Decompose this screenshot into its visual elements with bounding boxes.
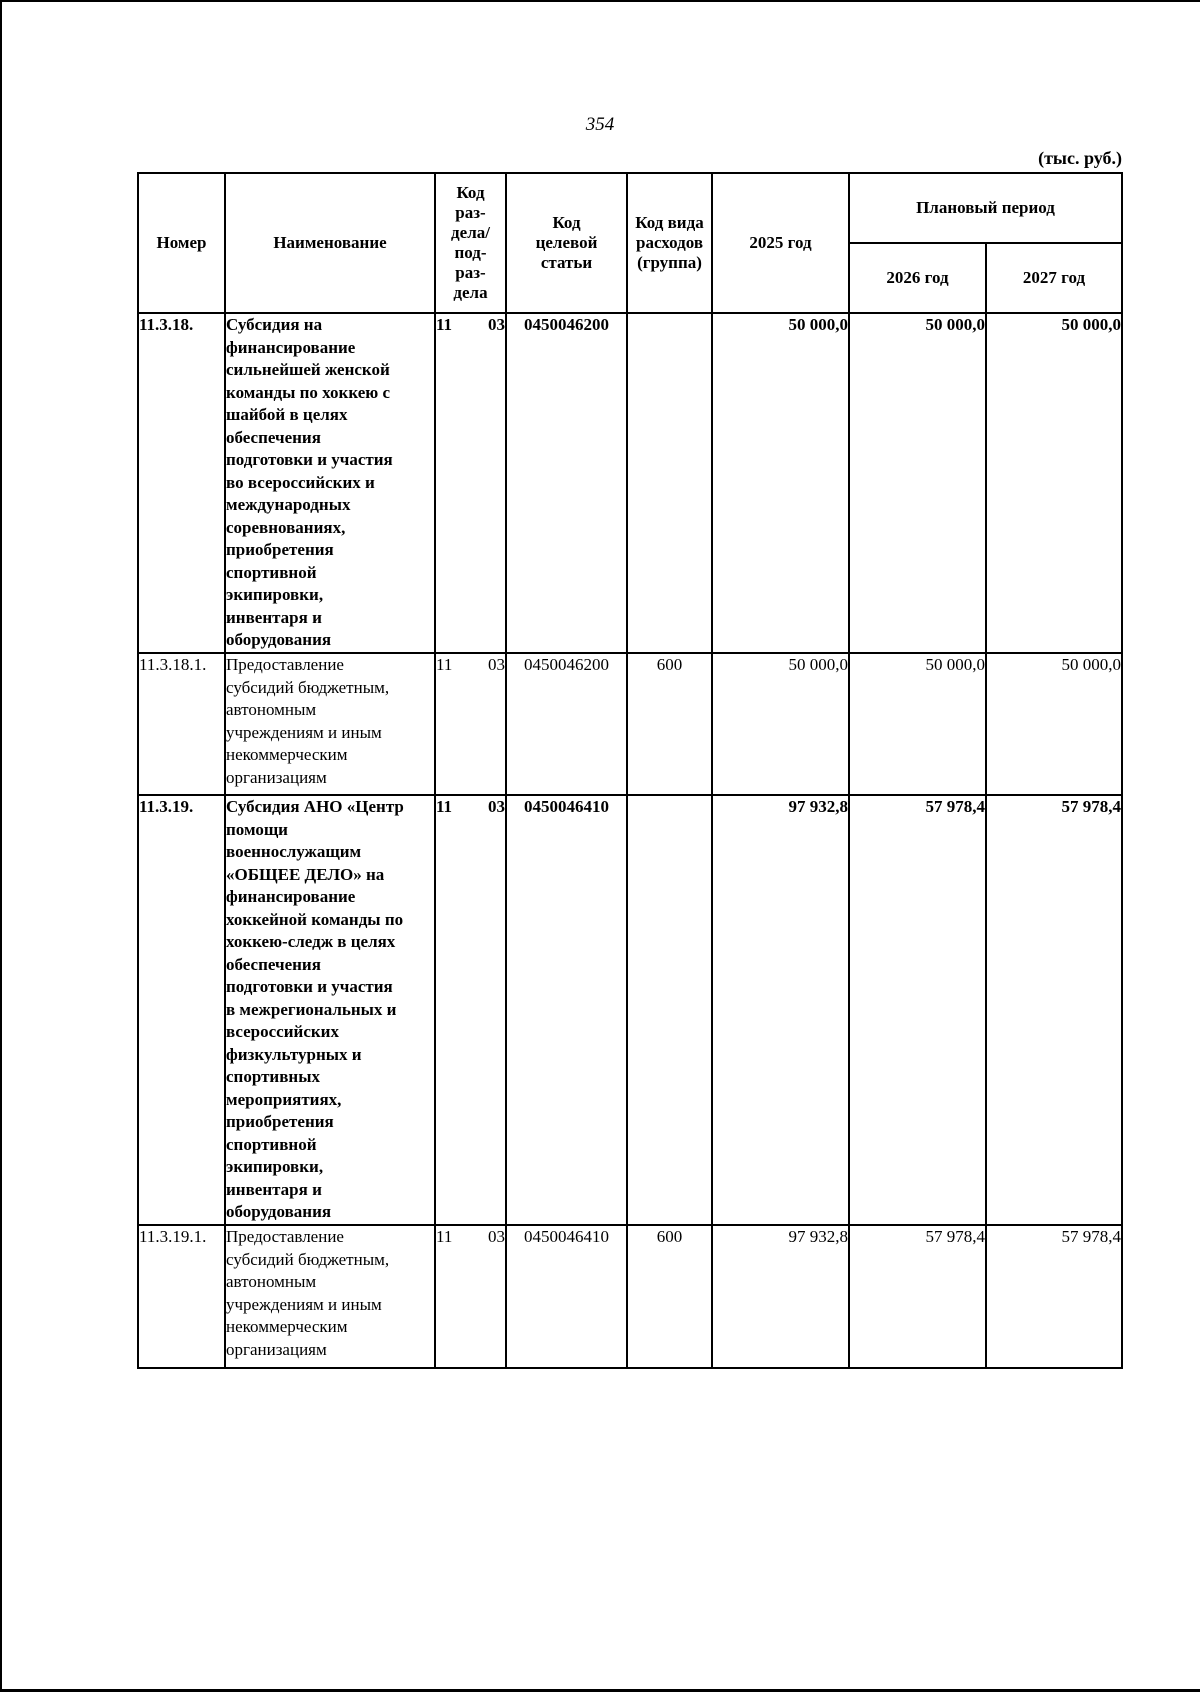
row-number: 11.3.19. xyxy=(138,795,225,1225)
row-section-code: 11 03 xyxy=(435,1225,506,1368)
header-target: Код целевой статьи xyxy=(506,173,627,313)
row-amount-2026: 57 978,4 xyxy=(849,795,986,1225)
row-amount-2025: 97 932,8 xyxy=(712,1225,849,1368)
page-frame-left xyxy=(0,0,2,1692)
header-kind: Код вида расходов (группа) xyxy=(627,173,712,313)
row-number: 11.3.18. xyxy=(138,313,225,653)
header-2025: 2025 год xyxy=(712,173,849,313)
row-section-code: 11 03 xyxy=(435,653,506,795)
row-amount-2025: 50 000,0 xyxy=(712,313,849,653)
row-target-code: 0450046200 xyxy=(506,313,627,653)
row-section-code: 11 03 xyxy=(435,313,506,653)
header-2027: 2027 год xyxy=(986,243,1122,313)
row-kind-code: 600 xyxy=(627,1225,712,1368)
header-name: Наименование xyxy=(225,173,435,313)
row-kind-code xyxy=(627,313,712,653)
row-number: 11.3.18.1. xyxy=(138,653,225,795)
row-name: Субсидия на финансирование сильнейшей женской команды по хоккею с шайбой в целях обеспечения подготовки и участия во всероссийских и международных соревнованиях, приобретения спортивной экипировки, инвентаря и оборудования xyxy=(225,313,435,653)
row-target-code: 0450046410 xyxy=(506,795,627,1225)
budget-table xyxy=(137,172,1123,1369)
units-label: (тыс. руб.) xyxy=(1038,148,1122,168)
row-kind-code xyxy=(627,795,712,1225)
row-amount-2027: 50 000,0 xyxy=(986,313,1122,653)
table-row xyxy=(138,795,1122,1225)
row-name: Предоставление субсидий бюджетным, автономным учреждениям и иным некоммерческим организациям xyxy=(225,653,435,795)
row-section-code: 11 03 xyxy=(435,795,506,1225)
row-amount-2025: 50 000,0 xyxy=(712,653,849,795)
row-name: Субсидия АНО «Центр помощи военнослужащим «ОБЩЕЕ ДЕЛО» на финансирование хоккейной команды по хоккею-следж в целях обеспечения подготовки и участия в межрегиональных и всероссийских физкультурных и спортивных мероприятиях, приобретения спортивной экипировки, инвентаря и оборудования xyxy=(225,795,435,1225)
header-2026: 2026 год xyxy=(849,243,986,313)
page-frame-top xyxy=(0,0,1200,2)
row-amount-2027: 57 978,4 xyxy=(986,795,1122,1225)
row-amount-2026: 50 000,0 xyxy=(849,313,986,653)
header-section: Код раз- дела/ под- раз- дела xyxy=(435,173,506,313)
row-target-code: 0450046410 xyxy=(506,1225,627,1368)
row-number: 11.3.19.1. xyxy=(138,1225,225,1368)
table-row xyxy=(138,313,1122,653)
row-amount-2026: 50 000,0 xyxy=(849,653,986,795)
row-amount-2027: 57 978,4 xyxy=(986,1225,1122,1368)
row-amount-2025: 97 932,8 xyxy=(712,795,849,1225)
row-name: Предоставление субсидий бюджетным, автономным учреждениям и иным некоммерческим организациям xyxy=(225,1225,435,1368)
row-target-code: 0450046200 xyxy=(506,653,627,795)
header-planned-period: Плановый период xyxy=(849,173,1122,243)
row-amount-2027: 50 000,0 xyxy=(986,653,1122,795)
table-row xyxy=(138,653,1122,795)
table-row xyxy=(138,1225,1122,1368)
header-number: Номер xyxy=(138,173,225,313)
row-amount-2026: 57 978,4 xyxy=(849,1225,986,1368)
page-number: 354 xyxy=(585,114,615,135)
row-kind-code: 600 xyxy=(627,653,712,795)
